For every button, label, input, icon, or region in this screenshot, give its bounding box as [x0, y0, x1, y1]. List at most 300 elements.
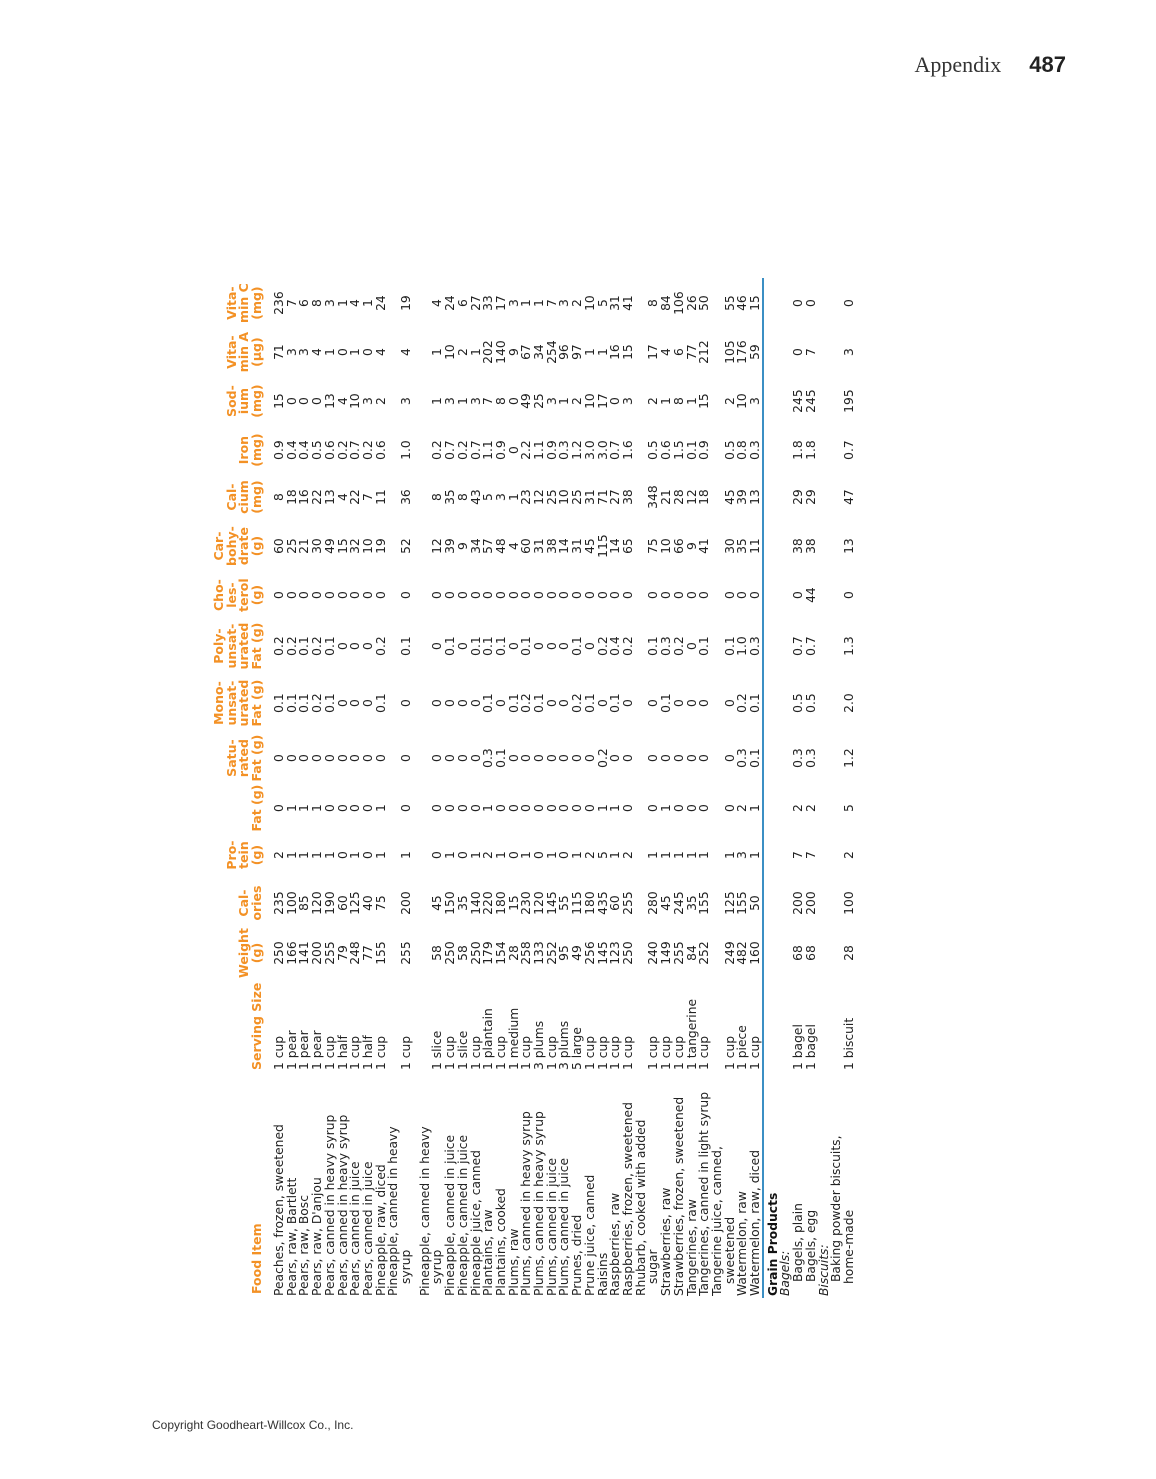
- cell-value: 44: [803, 587, 818, 603]
- cell-value: 176: [735, 340, 750, 364]
- cell-value: 248: [348, 941, 363, 965]
- header-saturated-fat-line: Satu-: [223, 739, 239, 777]
- cell-food-item: Tangerines, raw: [684, 1199, 699, 1296]
- cell-value: 0: [684, 591, 699, 599]
- cell-value: 0: [348, 754, 363, 762]
- cell-serving-size: 1 pear: [284, 1030, 299, 1070]
- cell-value: 1: [430, 348, 445, 356]
- cell-value: 10: [582, 393, 597, 409]
- cell-value: 0.2: [310, 636, 325, 656]
- cell-value: 0.9: [697, 440, 712, 460]
- cell-value: 17: [493, 295, 508, 311]
- cell-value: 0: [360, 851, 375, 859]
- cell-value: 0.2: [595, 636, 610, 656]
- cell-value: 40: [360, 895, 375, 911]
- cell-value: 0.1: [373, 693, 388, 713]
- cell-value: 1: [519, 851, 534, 859]
- cell-value: 19: [373, 538, 388, 554]
- cell-value: [767, 618, 780, 674]
- cell-food-item: Pineapple, raw, diced: [373, 1164, 388, 1296]
- cell-value: 1: [455, 397, 470, 405]
- cell-value: 0.2: [284, 636, 299, 656]
- page-header: [915, 52, 1066, 78]
- cell-value: 0.3: [748, 636, 763, 656]
- cell-value: 77: [684, 344, 699, 360]
- cell-value: 21: [297, 538, 312, 554]
- cell-value: 0.1: [481, 636, 496, 656]
- cell-value: 0: [455, 754, 470, 762]
- cell-value: 0: [297, 591, 312, 599]
- header-saturated-fat-line: Fat (g): [248, 734, 264, 782]
- cell-value: 125: [348, 891, 363, 915]
- cell-value: 1: [481, 804, 496, 812]
- cell-value: 0: [646, 804, 661, 812]
- header-vitamin-a-line: Vita-: [223, 335, 239, 369]
- cell-value: 28: [506, 945, 521, 961]
- cell-value: 0.9: [272, 440, 286, 460]
- cell-value: 50: [697, 295, 712, 311]
- cell-value: 4: [335, 397, 350, 405]
- cell-value: 0: [582, 754, 597, 762]
- header-mono-fat-line: urated: [236, 679, 251, 727]
- cell-value: [767, 674, 780, 732]
- cell-value: 8: [671, 397, 686, 405]
- cell-serving-size: 1 cup: [493, 1035, 508, 1070]
- table-row: [286, 278, 299, 1298]
- cell-value: 1: [722, 851, 737, 859]
- cell-value: [818, 520, 831, 572]
- cell-value: 1: [322, 851, 337, 859]
- cell-value: 2: [582, 851, 597, 859]
- cell-value: 120: [532, 891, 547, 915]
- cell-value: 38: [544, 538, 559, 554]
- cell-value: 3: [297, 348, 312, 356]
- cell-serving-size: 1 cup: [595, 1035, 610, 1070]
- cell-value: 34: [468, 538, 483, 554]
- cell-value: 0.1: [399, 636, 414, 656]
- cell-value: 0: [791, 348, 806, 356]
- cell-value: 0: [722, 699, 737, 707]
- cell-value: 200: [310, 941, 325, 965]
- cell-value: 10: [557, 489, 572, 505]
- table-row: [724, 278, 737, 1298]
- table-row: [673, 278, 686, 1298]
- cell-value: 140: [468, 891, 483, 915]
- header-calories-line: ories: [248, 885, 264, 921]
- cell-serving-size: 1 pear: [297, 1030, 312, 1070]
- cell-value: 0.7: [348, 440, 363, 460]
- cell-value: 5: [595, 851, 610, 859]
- cell-value: 0.7: [803, 636, 818, 656]
- cell-food-item: Strawberries, raw: [659, 1187, 674, 1296]
- cell-serving-size: [818, 978, 831, 1070]
- cell-value: 0: [310, 397, 325, 405]
- cell-food-item: Baking powder biscuits,: [829, 1135, 844, 1282]
- cell-value: 65: [620, 538, 635, 554]
- cell-value: 125: [722, 891, 737, 915]
- cell-food-item: Pears, raw, D'anjou: [310, 1177, 325, 1296]
- cell-value: 0: [544, 642, 559, 650]
- cell-value: 0: [532, 851, 547, 859]
- cell-value: 0.4: [297, 440, 312, 460]
- cell-value: 100: [284, 891, 299, 915]
- header-vitamin-a-line: min A: [236, 331, 251, 373]
- table-row: [635, 278, 648, 1298]
- cell-value: 14: [608, 538, 623, 554]
- cell-serving-size: 1 slice: [430, 1030, 445, 1070]
- table-row: [324, 278, 337, 1298]
- cell-value: 3: [493, 493, 508, 501]
- cell-value: 0: [557, 642, 572, 650]
- cell-value: 0: [297, 754, 312, 762]
- cell-value: 8: [455, 493, 470, 501]
- cell-value: 0: [608, 397, 623, 405]
- cell-value: 25: [570, 489, 585, 505]
- cell-value: 12: [430, 538, 445, 554]
- cell-value: 27: [608, 489, 623, 505]
- header-calcium-line: cium: [236, 480, 251, 514]
- cell-value: 0.1: [519, 636, 534, 656]
- cell-value: 4: [373, 348, 388, 356]
- cell-value: 0: [570, 591, 585, 599]
- cell-value: 0.2: [620, 636, 635, 656]
- cell-value: 0: [348, 591, 363, 599]
- cell-value: 0.7: [608, 440, 623, 460]
- cell-value: 39: [443, 538, 458, 554]
- section-heading-row: [767, 278, 780, 1298]
- cell-value: 6: [297, 299, 312, 307]
- cell-value: 0: [620, 754, 635, 762]
- cell-value: 12: [532, 489, 547, 505]
- cell-value: 3.0: [595, 440, 610, 460]
- cell-value: 4: [430, 299, 445, 307]
- cell-value: 0: [348, 642, 363, 650]
- cell-value: 68: [803, 945, 818, 961]
- cell-value: 30: [310, 538, 325, 554]
- cell-value: 8: [272, 493, 286, 501]
- header-saturated-fat: [213, 732, 273, 784]
- cell-serving-size: 1 plantain: [481, 1008, 496, 1070]
- cell-value: 249: [722, 941, 737, 965]
- cell-value: 240: [646, 941, 661, 965]
- cell-value: 0: [399, 591, 414, 599]
- cell-value: 1: [684, 851, 699, 859]
- cell-value: 2: [570, 299, 585, 307]
- cell-value: 0: [684, 804, 699, 812]
- cell-value: 250: [272, 941, 286, 965]
- cell-value: 115: [595, 534, 610, 558]
- cell-serving-size: 1 bagel: [791, 1024, 806, 1070]
- cell-value: 1: [373, 851, 388, 859]
- header-iron-line: Iron: [236, 435, 251, 465]
- header-sodium: [213, 376, 273, 426]
- cell-value: 24: [373, 295, 388, 311]
- cell-value: 47: [841, 489, 856, 505]
- cell-serving-size: 1 cup: [348, 1035, 363, 1070]
- cell-value: 0: [443, 699, 458, 707]
- cell-value: 0: [493, 804, 508, 812]
- cell-value: 0: [430, 642, 445, 650]
- cell-value: 0: [544, 591, 559, 599]
- cell-value: 0: [455, 642, 470, 650]
- cell-value: 236: [272, 291, 286, 315]
- cell-food-item: syrup: [399, 1249, 414, 1284]
- cell-value: 18: [284, 489, 299, 505]
- cell-value: 250: [443, 941, 458, 965]
- cell-value: 2.2: [519, 440, 534, 460]
- cell-value: 1: [493, 851, 508, 859]
- cell-value: 0.2: [272, 636, 286, 656]
- cell-value: 0: [481, 591, 496, 599]
- cell-value: 0: [544, 754, 559, 762]
- cell-value: [818, 832, 831, 878]
- cell-food-item: Tangerines, canned in light syrup: [697, 1091, 712, 1296]
- cell-value: 96: [557, 344, 572, 360]
- header-food-item: Food Item: [248, 1223, 264, 1294]
- cell-value: 195: [841, 389, 856, 413]
- cell-value: 3: [557, 299, 572, 307]
- cell-value: 15: [335, 538, 350, 554]
- cell-value: 2: [570, 397, 585, 405]
- header-cholesterol-line: terol: [236, 578, 251, 612]
- cell-value: 17: [595, 393, 610, 409]
- header-serving-size: Serving Size: [248, 982, 264, 1070]
- cell-value: 79: [335, 945, 350, 961]
- cell-value: 1.5: [671, 440, 686, 460]
- cell-value: 1: [595, 804, 610, 812]
- cell-value: 0: [697, 754, 712, 762]
- cell-value: 0: [455, 699, 470, 707]
- cell-value: 1.8: [803, 440, 818, 460]
- cell-value: [767, 832, 780, 878]
- cell-value: [767, 928, 780, 978]
- cell-value: 0.3: [748, 440, 763, 460]
- cell-value: 10: [582, 295, 597, 311]
- cell-value: 255: [322, 941, 337, 965]
- cell-serving-size: 1 cup: [722, 1035, 737, 1070]
- cell-value: 0: [519, 754, 534, 762]
- cell-value: 35: [735, 538, 750, 554]
- cell-value: 123: [608, 941, 623, 965]
- cell-value: 0: [532, 642, 547, 650]
- cell-value: [711, 572, 724, 618]
- cell-value: 31: [582, 489, 597, 505]
- cell-value: 0.1: [506, 693, 521, 713]
- cell-value: 254: [544, 340, 559, 364]
- header-mono-fat: [213, 674, 273, 732]
- cell-food-item: syrup: [430, 1249, 445, 1284]
- cell-value: 1.1: [481, 440, 496, 460]
- cell-value: 2: [735, 804, 750, 812]
- cell-value: 0.5: [646, 440, 661, 460]
- cell-value: 0.9: [493, 440, 508, 460]
- copyright-notice: Copyright Goodheart-Willcox Co., Inc.: [152, 1418, 354, 1432]
- cell-value: 258: [519, 941, 534, 965]
- cell-value: 245: [803, 389, 818, 413]
- header-fat-line: Fat (g): [248, 784, 264, 832]
- table-row: [749, 278, 763, 1298]
- cell-value: 0: [722, 804, 737, 812]
- cell-food-item: Bagels, plain: [791, 1203, 806, 1282]
- cell-value: 1: [297, 804, 312, 812]
- cell-value: 0.1: [684, 440, 699, 460]
- cell-value: 245: [671, 891, 686, 915]
- cell-value: 1: [373, 804, 388, 812]
- cell-value: 0.8: [735, 440, 750, 460]
- cell-value: [711, 618, 724, 674]
- cell-value: 45: [722, 489, 737, 505]
- cell-food-item: Raisins: [595, 1252, 610, 1296]
- cell-value: 33: [481, 295, 496, 311]
- cell-food-item: Plums, canned in heavy syrup: [519, 1111, 534, 1296]
- cell-value: 4: [659, 348, 674, 356]
- cell-value: 1: [608, 804, 623, 812]
- cell-value: [818, 618, 831, 674]
- cell-value: 6: [671, 348, 686, 356]
- cell-value: 55: [557, 895, 572, 911]
- cell-value: 0.5: [310, 440, 325, 460]
- cell-value: [818, 426, 831, 474]
- cell-value: 0.7: [791, 636, 806, 656]
- cell-value: 0.7: [443, 440, 458, 460]
- cell-value: 25: [284, 538, 299, 554]
- table-row: [736, 278, 749, 1298]
- cell-value: [767, 732, 780, 784]
- cell-value: 160: [748, 941, 763, 965]
- cell-value: 180: [493, 891, 508, 915]
- cell-value: 0.1: [322, 693, 337, 713]
- cell-value: 3: [322, 299, 337, 307]
- table-row: [584, 278, 597, 1298]
- cell-serving-size: 1 slice: [455, 1030, 470, 1070]
- cell-value: 145: [544, 891, 559, 915]
- cell-value: 0: [430, 754, 445, 762]
- cell-value: 0.4: [608, 636, 623, 656]
- cell-value: 49: [322, 538, 337, 554]
- cell-value: 0.2: [455, 440, 470, 460]
- cell-value: 0: [722, 754, 737, 762]
- cell-value: 15: [620, 344, 635, 360]
- cell-value: 141: [297, 941, 312, 965]
- cell-value: 71: [272, 344, 286, 360]
- cell-value: 0: [297, 397, 312, 405]
- cell-food-item: Biscuits:: [816, 1244, 831, 1296]
- cell-serving-size: [711, 978, 724, 1070]
- header-poly-fat-line: Fat (g): [248, 622, 264, 670]
- cell-value: 0: [671, 804, 686, 812]
- cell-serving-size: 1 cup: [582, 1035, 597, 1070]
- cell-value: 0: [557, 851, 572, 859]
- cell-value: 49: [570, 945, 585, 961]
- cell-value: 0.2: [595, 748, 610, 768]
- cell-serving-size: 1 biscuit: [841, 1017, 856, 1070]
- header-weight: [213, 928, 273, 978]
- cell-value: 1: [430, 397, 445, 405]
- cell-value: 7: [481, 397, 496, 405]
- cell-serving-size: 3 plums: [532, 1020, 547, 1070]
- cell-value: 31: [608, 295, 623, 311]
- cell-value: 202: [481, 340, 496, 364]
- cell-serving-size: 1 bagel: [803, 1024, 818, 1070]
- cell-value: 179: [481, 941, 496, 965]
- cell-value: 31: [532, 538, 547, 554]
- header-poly-fat-line: Poly-: [211, 628, 226, 664]
- cell-value: [818, 278, 831, 328]
- cell-value: 8: [310, 299, 325, 307]
- cell-value: 4: [335, 493, 350, 501]
- cell-value: 1: [557, 397, 572, 405]
- cell-value: 2: [481, 851, 496, 859]
- cell-value: 7: [360, 493, 375, 501]
- rotated-table-wrapper: [213, 222, 968, 1298]
- cell-value: 0: [310, 754, 325, 762]
- cell-value: 0: [659, 754, 674, 762]
- cell-value: 0.5: [803, 693, 818, 713]
- cell-value: [711, 732, 724, 784]
- table-row: [622, 278, 635, 1298]
- cell-value: 1: [684, 397, 699, 405]
- page-number: 487: [1029, 52, 1066, 77]
- cell-value: 0.1: [493, 748, 508, 768]
- table-body: [273, 278, 856, 1298]
- cell-value: 60: [519, 538, 534, 554]
- header-poly-fat: [213, 618, 273, 674]
- cell-value: 57: [481, 538, 496, 554]
- cell-value: 5: [841, 804, 856, 812]
- cell-value: 0.2: [335, 440, 350, 460]
- cell-value: 1.1: [532, 440, 547, 460]
- cell-value: 9: [506, 348, 521, 356]
- cell-value: 0: [803, 299, 818, 307]
- cell-value: 15: [272, 393, 286, 409]
- cell-value: 0.1: [284, 693, 299, 713]
- cell-value: 0: [608, 591, 623, 599]
- header-protein: [213, 832, 273, 878]
- cell-value: 2: [455, 348, 470, 356]
- cell-value: [818, 572, 831, 618]
- cell-value: 0: [284, 754, 299, 762]
- header-protein-line: (g): [248, 844, 264, 866]
- cell-value: 348: [646, 485, 661, 509]
- table-row: [495, 278, 508, 1298]
- cell-value: 48: [493, 538, 508, 554]
- header-poly-fat-line: urated: [236, 622, 251, 670]
- cell-value: 8: [646, 299, 661, 307]
- cell-value: 0: [430, 699, 445, 707]
- cell-value: 0: [582, 591, 597, 599]
- cell-value: 0.2: [310, 693, 325, 713]
- nutrition-table: [213, 278, 856, 1298]
- cell-value: 3: [399, 397, 414, 405]
- cell-value: 0.1: [297, 693, 312, 713]
- cell-value: 0.1: [748, 748, 763, 768]
- cell-food-item: Pineapple juice, canned: [468, 1150, 483, 1296]
- cell-value: 0: [506, 754, 521, 762]
- cell-value: 0: [443, 591, 458, 599]
- cell-value: 1: [646, 851, 661, 859]
- cell-value: 11: [373, 489, 388, 505]
- cell-value: 0: [608, 754, 623, 762]
- cell-value: 0: [322, 754, 337, 762]
- cell-value: 0: [310, 591, 325, 599]
- header-mono-fat-line: unsat-: [223, 680, 239, 726]
- cell-value: 18: [697, 489, 712, 505]
- cell-serving-size: 1 cup: [443, 1035, 458, 1070]
- cell-value: 29: [803, 489, 818, 505]
- cell-value: 30: [722, 538, 737, 554]
- cell-value: 0: [493, 591, 508, 599]
- cell-value: 1: [506, 493, 521, 501]
